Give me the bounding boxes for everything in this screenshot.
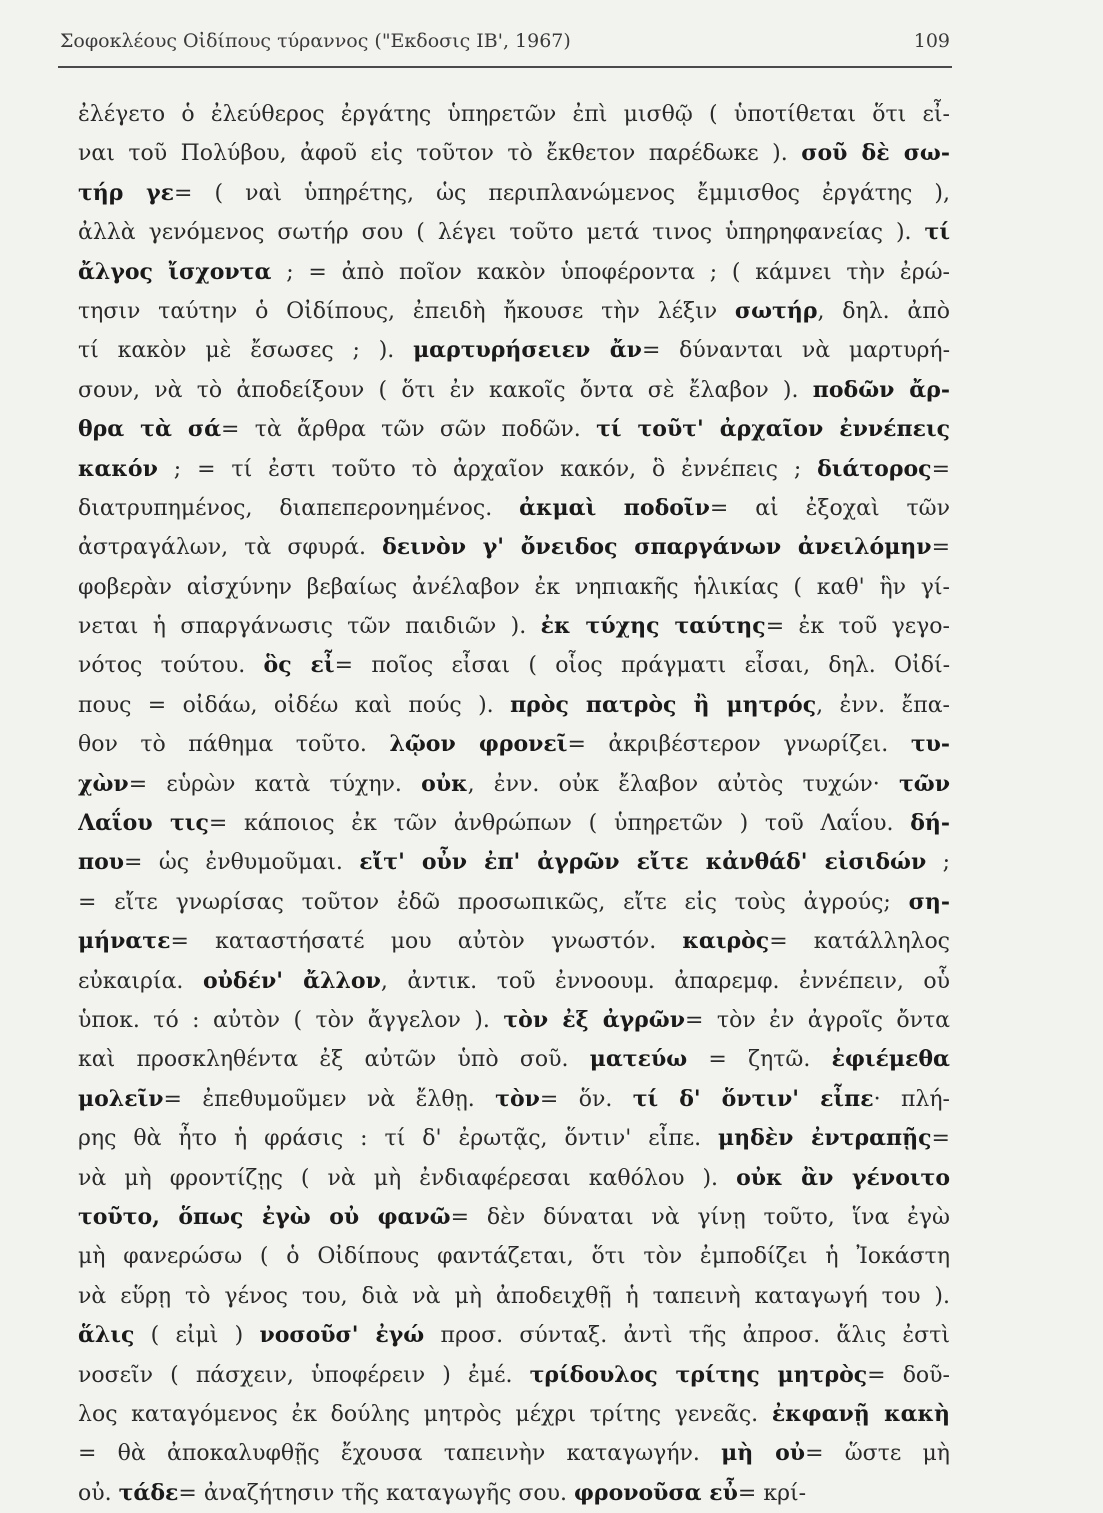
lemma-bold: τὸν (495, 1085, 540, 1112)
gloss-text: = τὸν ἐν ἀγροῖς ὄντα (685, 1007, 950, 1033)
lemma-bold: τάδε (118, 1479, 179, 1506)
text-line (78, 253, 950, 292)
gloss-text: = κρί- (737, 1480, 807, 1506)
text-line (78, 174, 950, 213)
lemma-bold: Λαΐου τις (78, 810, 209, 837)
text-line (78, 1395, 950, 1434)
text-line (78, 922, 950, 961)
gloss-text: οὐ. (78, 1480, 119, 1506)
gloss-text: = δοῦ- (867, 1362, 950, 1388)
text-line (78, 1119, 950, 1158)
lemma-bold: ἀκμαὶ ποδοῖν (519, 494, 710, 521)
text-line (78, 1040, 950, 1079)
lemma-bold: ἐκ τύχης ταύτης (540, 613, 766, 640)
gloss-text: = ἀκριβέστερον γνωρίζει. (567, 732, 911, 758)
text-line (78, 1277, 950, 1316)
lemma-bold: οὐκ ἂν γένοιτο (736, 1164, 950, 1191)
lemma-bold: ἐφιέμεθα (831, 1046, 950, 1073)
gloss-text: εὐκαιρία. (78, 968, 203, 994)
lemma-bold: τί δ' ὅντιν' εἶπε (632, 1085, 874, 1112)
text-line (78, 843, 950, 882)
text-line (78, 568, 950, 607)
gloss-text: προσ. σύνταξ. ἀντὶ τῆς ἀπροσ. ἅλις ἐστὶ (424, 1323, 950, 1349)
gloss-text: λος καταγόμενος ἐκ δούλης μητρὸς μέχρι τρίτης γενεᾶς. (78, 1401, 772, 1427)
gloss-text: = αἱ ἐξοχαὶ τῶν (709, 495, 950, 521)
gloss-text: = ἀναζήτησιν τῆς καταγωγῆς σου. (178, 1480, 575, 1506)
gloss-text: = ὅν. (539, 1086, 633, 1112)
gloss-text: = εὑρὼν κατὰ τύχην. (128, 771, 422, 797)
gloss-text: φοβερὰν αἰσχύνην βεβαίως ἀνέλαβον ἐκ νηπιακῆς ἡλικίας ( καθ' ἣν γί- (78, 574, 950, 600)
gloss-text: = δὲν δύναται νὰ γίνῃ τοῦτο, ἵνα ἐγὼ (450, 1204, 950, 1230)
lemma-bold: τὸν ἐξ ἀγρῶν (503, 1006, 686, 1033)
text-line (78, 213, 950, 252)
lemma-bold: θρα τὰ σά (78, 416, 222, 443)
running-title: Σοφοκλέους Οἰδίπους τύραννος ("Εκδοσις ΙΒ', 1967) (60, 30, 571, 52)
lemma-bold: ἐκφανῇ κακὴ (771, 1400, 950, 1427)
text-line (78, 450, 950, 489)
lemma-bold: δεινὸν γ' ὄνειδος σπαργάνων ἀνειλόμην (382, 534, 932, 561)
gloss-text: ; = ἀπὸ ποῖον κακὸν ὑποφέροντα ; ( κάμνει τὴν ἐρώ- (271, 259, 950, 285)
lemma-bold: κακόν (78, 455, 158, 482)
lemma-bold: μολεῖν (78, 1085, 164, 1112)
lemma-bold: τήρ γε (78, 179, 175, 206)
lemma-bold: τοῦτο, ὅπως ἐγὼ οὐ φανῶ (78, 1203, 451, 1230)
text-line (78, 1316, 950, 1355)
lemma-bold: φρονοῦσα εὖ (574, 1479, 738, 1506)
lemma-bold: πρὸς πατρὸς ἢ μητρός (510, 691, 817, 718)
gloss-text: = κατάλληλος (769, 929, 950, 955)
gloss-text: = (931, 456, 950, 482)
text-line (78, 804, 950, 843)
gloss-text: = ἐκ τοῦ γεγο- (765, 614, 950, 640)
text-line (78, 646, 950, 685)
gloss-text: διατρυπημένος, διαπεπερονημένος. (78, 495, 520, 521)
lemma-bold: μαρτυρήσειεν ἄν (413, 337, 642, 364)
lemma-bold: μηδὲν ἐντραπῇς (718, 1125, 932, 1152)
lemma-bold: ση- (908, 888, 950, 915)
commentary-text (78, 95, 950, 1513)
gloss-text: νὰ εὕρῃ τὸ γένος του, διὰ νὰ μὴ ἀποδειχθῇ ἡ ταπεινὴ καταγωγή του ). (78, 1283, 950, 1309)
lemma-bold: ἅλις (78, 1322, 135, 1349)
lemma-bold: ὃς εἶ (263, 652, 335, 679)
gloss-text: = τὰ ἄρθρα τῶν σῶν ποδῶν. (221, 417, 597, 443)
text-line (78, 1237, 950, 1276)
gloss-text: ἐλέγετο ὁ ἐλεύθερος ἐργάτης ὑπηρετῶν ἐπὶ μισθῷ ( ὑποτίθεται ὅτι εἶ- (78, 102, 950, 127)
gloss-text: νότος τούτου. (78, 653, 264, 679)
gloss-text: τησιν ταύτην ὁ Οἰδίπους, ἐπειδὴ ἤκουσε τὴν λέξιν (78, 298, 735, 324)
lemma-bold: τί τοῦτ' ἀρχαῖον ἐννέπεις (596, 416, 950, 443)
text-line (78, 292, 950, 331)
gloss-text: = κάποιος ἐκ τῶν ἀνθρώπων ( ὑπηρετῶν ) τοῦ Λαΐου. (208, 811, 911, 837)
lemma-bold: σωτήρ (734, 297, 818, 324)
lemma-bold: τῶν (898, 770, 950, 797)
gloss-text: ρης θὰ ἦτο ἡ φράσις : τί δ' ἐρωτᾷς, ὅντιν' εἶπε. (78, 1126, 719, 1152)
text-line (78, 1001, 950, 1040)
gloss-text: νοσεῖν ( πάσχειν, ὑποφέρειν ) ἐμέ. (78, 1362, 530, 1388)
gloss-text: ἀστραγάλων, τὰ σφυρά. (78, 535, 383, 561)
gloss-text: = καταστήσατέ μου αὐτὸν γνωστόν. (170, 929, 683, 955)
text-line (78, 134, 950, 173)
text-line (78, 1474, 950, 1513)
gloss-text: μὴ φανερώσω ( ὁ Οἰδίπους φαντάζεται, ὅτι τὸν ἐμποδίζει ἡ Ἰοκάστη (78, 1244, 950, 1270)
text-line (78, 1159, 950, 1198)
lemma-bold: οὐκ (421, 770, 468, 797)
text-line (78, 410, 950, 449)
lemma-bold: τί (924, 219, 950, 246)
gloss-text: = ἐπεθυμοῦμεν νὰ ἔλθῃ. (163, 1086, 496, 1112)
gloss-text: ( εἰμὶ ) (134, 1323, 260, 1349)
text-line (78, 371, 950, 410)
gloss-text: ; = τί ἐστι τοῦτο τὸ ἀρχαῖον κακόν, ὃ ἐννέπεις ; (157, 456, 818, 482)
gloss-text: νὰ μὴ φροντίζῃς ( νὰ μὴ ἐνδιαφέρεσαι καθόλου ). (78, 1165, 737, 1191)
gloss-text: ἀλλὰ γενόμενος σωτήρ σου ( λέγει τοῦτο μετά τινος ὑπηρηφανείας ). (78, 220, 925, 246)
lemma-bold: που (78, 849, 125, 876)
text-line (78, 331, 950, 370)
gloss-text: = (931, 535, 950, 561)
text-line (78, 1080, 950, 1119)
gloss-text: τί κακὸν μὲ ἔσωσες ; ). (78, 338, 414, 364)
text-line (78, 528, 950, 567)
text-line (78, 686, 950, 725)
gloss-text: = εἴτε γνωρίσας τοῦτον ἐδῶ προσωπικῶς, εἴτε εἰς τοὺς ἀγρούς; (78, 889, 909, 915)
lemma-bold: οὐδέν' ἄλλον (202, 967, 381, 994)
gloss-text: = ὥστε μὴ (805, 1441, 950, 1467)
lemma-bold: καιρὸς (682, 928, 770, 955)
gloss-text: = θὰ ἀποκαλυφθῇς ἔχουσα ταπεινὴν καταγωγήν. (78, 1441, 722, 1467)
text-line (78, 1356, 950, 1395)
gloss-text: = ὡς ἐνθυμοῦμαι. (124, 850, 360, 876)
running-header (60, 30, 950, 52)
gloss-text: , δηλ. ἀπὸ (817, 298, 950, 324)
lemma-bold: χὼν (78, 770, 129, 797)
text-line (78, 489, 950, 528)
gloss-text: = δύνανται νὰ μαρτυρή- (641, 338, 950, 364)
header-rule (58, 66, 952, 68)
gloss-text: ; (926, 850, 950, 876)
text-line (78, 725, 950, 764)
gloss-text: = ζητῶ. (687, 1047, 832, 1073)
lemma-bold: τυ- (910, 731, 950, 758)
gloss-text: θον τὸ πάθημα τοῦτο. (78, 732, 390, 758)
gloss-text: = ( ναὶ ὑπηρέτης, ὡς περιπλανώμενος ἔμμισθος ἐργάτης ), (174, 180, 950, 206)
text-line (78, 765, 950, 804)
text-line (78, 1198, 950, 1237)
lemma-bold: νοσοῦσ' ἐγώ (259, 1322, 425, 1349)
gloss-text: , ἐνν. οὐκ ἔλαβον αὐτὸς τυχών· (467, 771, 899, 797)
lemma-bold: δή- (910, 810, 950, 837)
gloss-text: , ἐνν. ἔπα- (816, 692, 950, 718)
gloss-text: ναι τοῦ Πολύβου, ἀφοῦ εἰς τοῦτον τὸ ἔκθετον παρέδωκε ). (78, 141, 802, 167)
gloss-text: , ἀντικ. τοῦ ἐννοουμ. ἀπαρεμφ. ἐννέπειν, οὗ (380, 968, 950, 994)
lemma-bold: τρίδουλος τρίτης μητρὸς (529, 1361, 868, 1388)
lemma-bold: ματεύω (589, 1046, 688, 1073)
lemma-bold: ποδῶν ἄρ- (812, 376, 950, 403)
text-line (78, 962, 950, 1001)
lemma-bold: σοῦ δὲ σω- (801, 140, 950, 167)
gloss-text: σουν, νὰ τὸ ἀποδείξουν ( ὅτι ἐν κακοῖς ὄντα σὲ ἔλαβον ). (78, 377, 813, 403)
gloss-text: πους = οἰδάω, οἰδέω καὶ πούς ). (78, 692, 511, 718)
gloss-text: καὶ προσκληθέντα ἐξ αὐτῶν ὑπὸ σοῦ. (78, 1047, 590, 1073)
lemma-bold: μὴ οὐ (721, 1440, 806, 1467)
lemma-bold: διάτορος (817, 455, 932, 482)
lemma-bold: ἄλγος ἴσχοντα (78, 258, 272, 285)
gloss-text: · πλή- (873, 1086, 950, 1112)
lemma-bold: λῷον φρονεῖ (389, 731, 568, 758)
gloss-text: = ποῖος εἶσαι ( οἷος πράγματι εἶσαι, δηλ. Οἰδί- (334, 653, 950, 679)
gloss-text: = (931, 1126, 950, 1152)
text-line (78, 883, 950, 922)
lemma-bold: εἴτ' οὖν ἐπ' ἀγρῶν εἴτε κἀνθάδ' εἰσιδών (359, 849, 927, 876)
gloss-text: ὑποκ. τό : αὐτὸν ( τὸν ἄγγελον ). (78, 1007, 504, 1033)
text-line (78, 607, 950, 646)
gloss-text: νεται ἡ σπαργάνωσις τῶν παιδιῶν ). (78, 614, 541, 640)
lemma-bold: μήνατε (78, 928, 171, 955)
text-line (78, 95, 950, 134)
text-line (78, 1434, 950, 1473)
page-number: 109 (913, 30, 950, 52)
